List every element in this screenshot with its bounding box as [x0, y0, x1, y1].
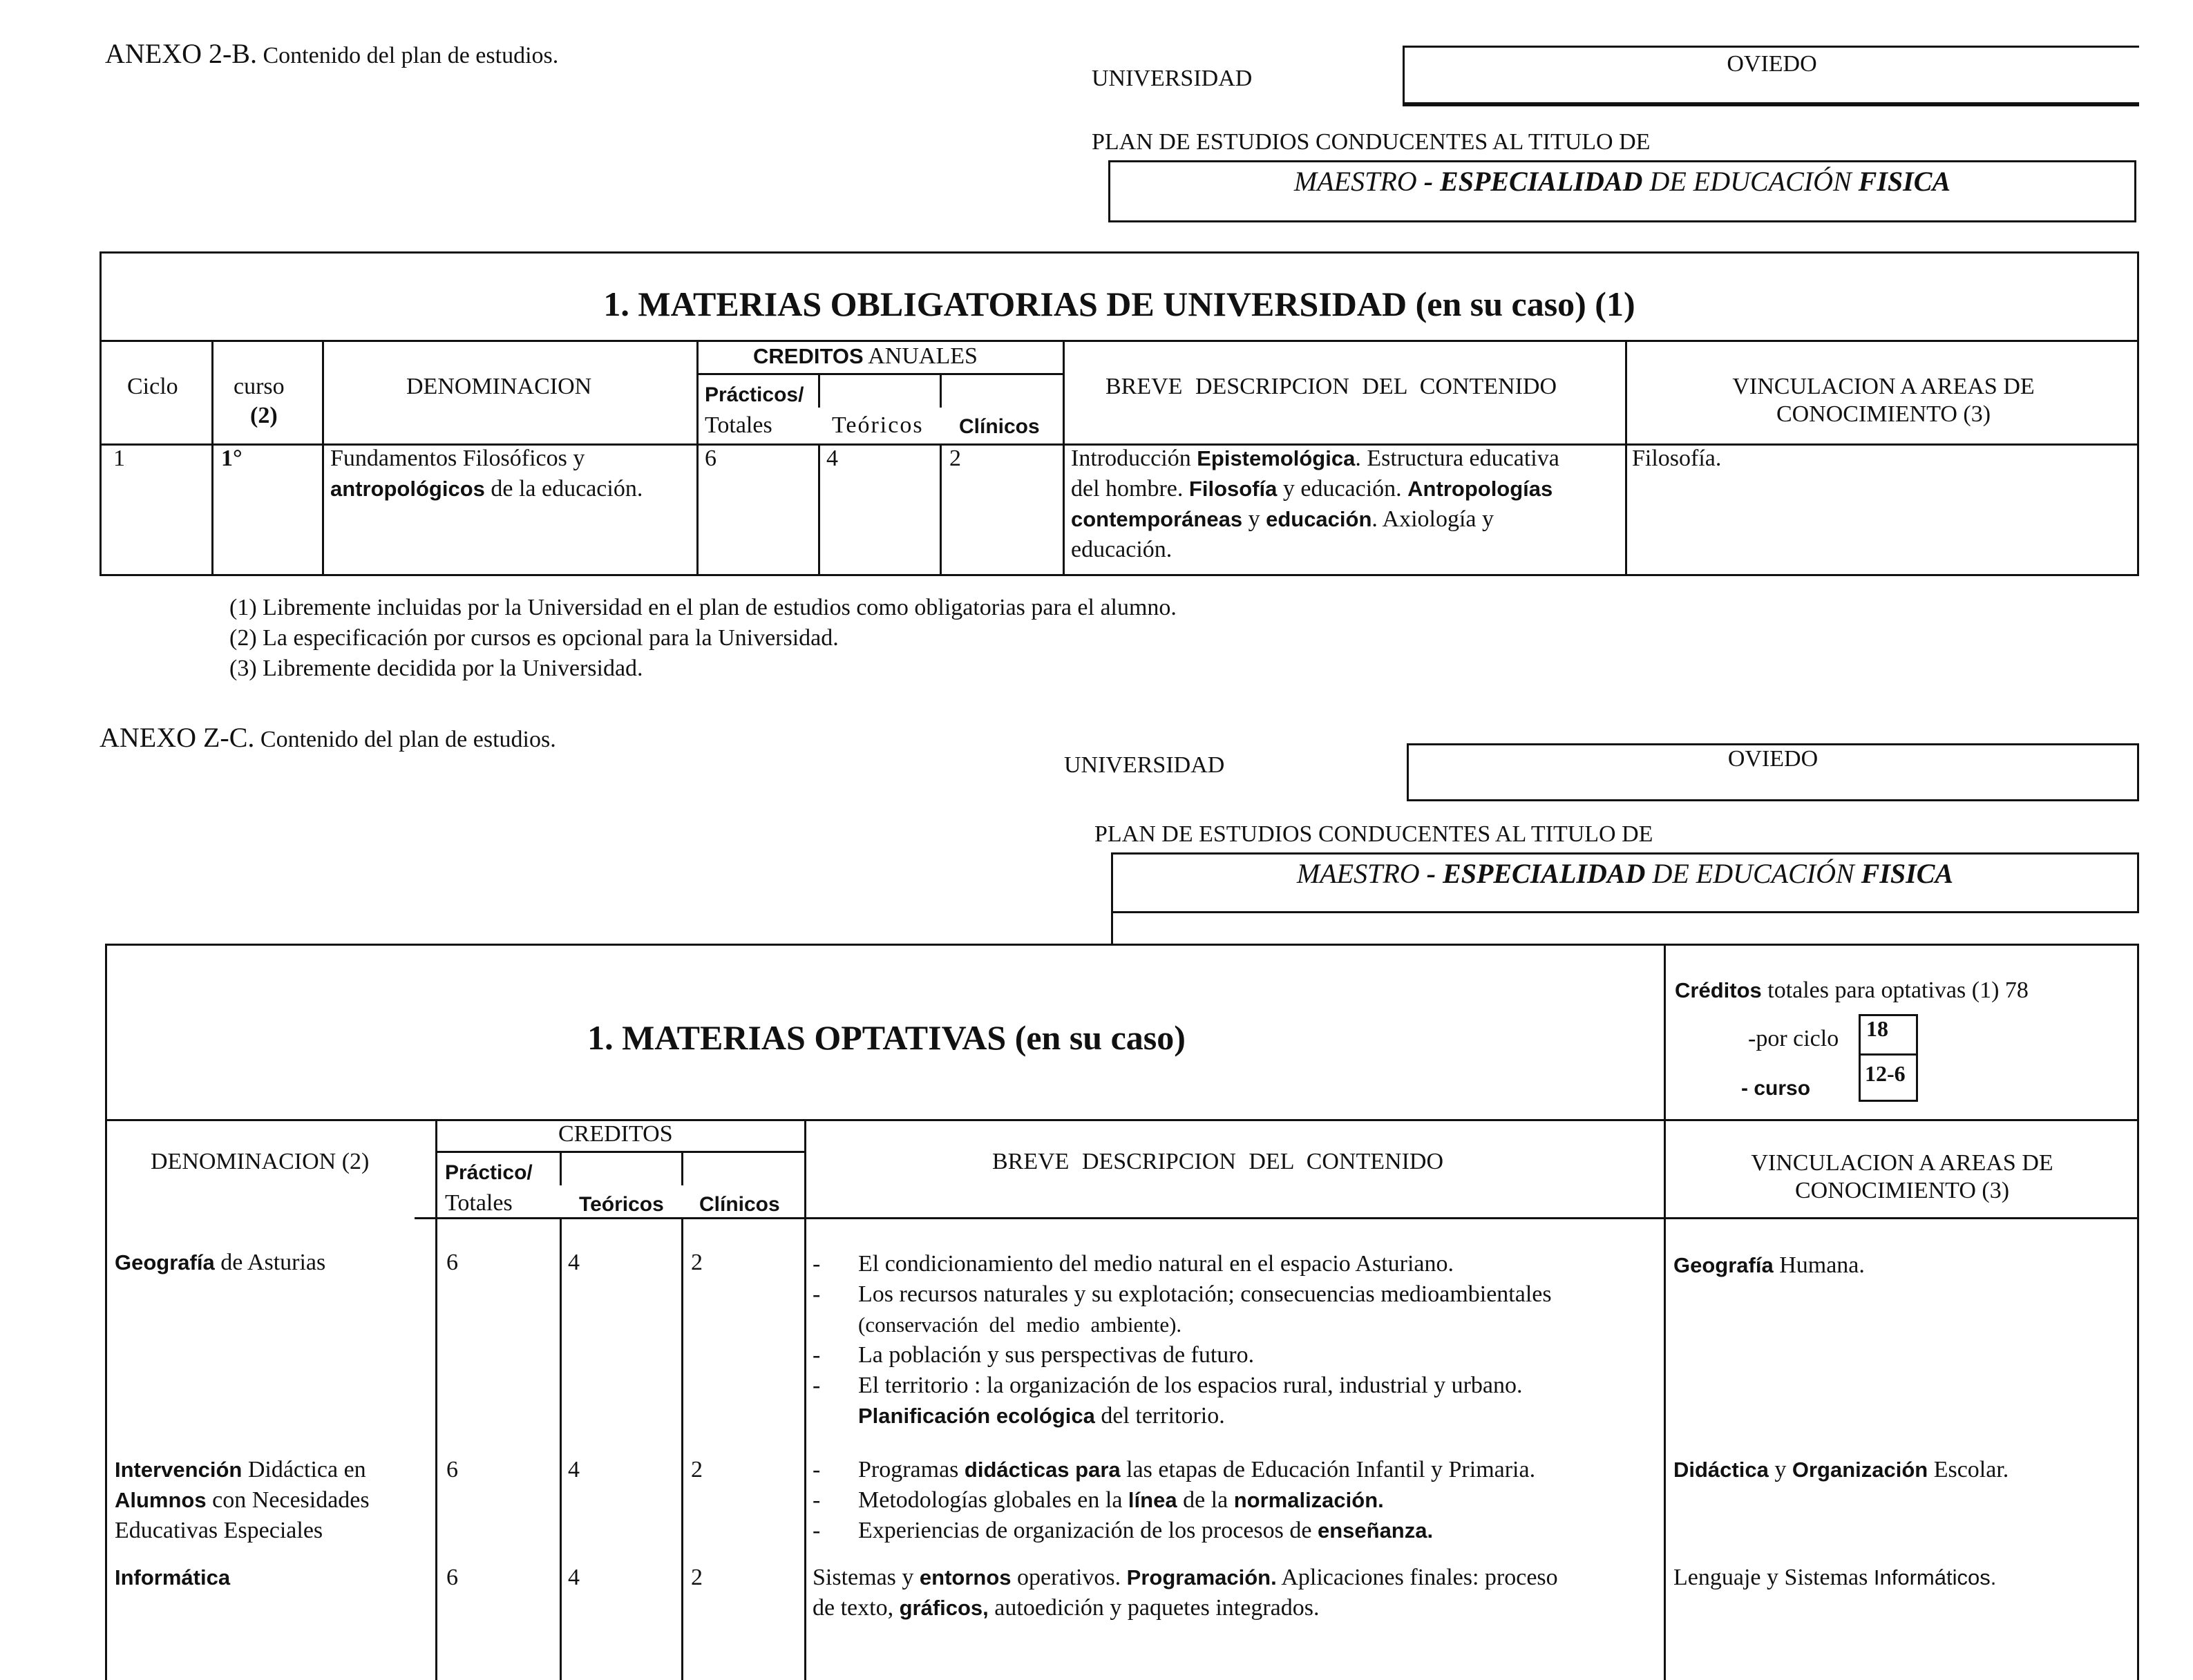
row2-totales: 6: [446, 1457, 458, 1482]
row1-bullet-4: [813, 1371, 1552, 1431]
r2va: Didáctica: [1673, 1458, 1769, 1482]
dash: -: [813, 1487, 821, 1513]
dash: -: [813, 1373, 821, 1398]
r2d2a: Alumnos: [115, 1488, 207, 1512]
row3-clinicos: 2: [691, 1565, 703, 1590]
titulo-b-p3: ESPECIALIDAD: [1440, 166, 1643, 197]
row-desc-line3: [1071, 504, 1559, 535]
dash: -: [813, 1281, 821, 1307]
header-curso-note: (2): [250, 403, 278, 428]
r2d1a: Intervención: [115, 1458, 243, 1482]
row2-den-line2: [115, 1485, 370, 1516]
header-vinc-line2: CONOCIMIENTO (3): [1776, 401, 1991, 427]
r2b1a: Programas: [858, 1457, 965, 1482]
row1-tail-bold: Planificación ecológica: [858, 1404, 1095, 1428]
r2b2a: Metodologías globales en la: [858, 1487, 1128, 1513]
c-header-vinc-line2: CONOCIMIENTO (3): [1794, 1178, 2010, 1203]
r2d2b: con Necesidades: [206, 1487, 370, 1513]
d3d: . Axiología y: [1371, 506, 1494, 532]
r3a: Sistemas y: [813, 1565, 920, 1590]
r2b2d: normalización.: [1233, 1488, 1384, 1512]
por-ciclo-label: -por ciclo: [1748, 1026, 1839, 1051]
row1-teoricos: 4: [568, 1250, 580, 1275]
table-optativas-title: 1. MATERIAS OPTATIVAS (en su caso): [587, 1018, 1186, 1057]
row2-teoricos: 4: [568, 1457, 580, 1482]
titulo-c-p4: DE EDUCACIÓN: [1645, 858, 1861, 889]
dash: -: [813, 1457, 821, 1482]
row3-denominacion: Informática: [115, 1565, 231, 1590]
row-desc-line1: [1071, 443, 1559, 474]
titulo-b-p2: -: [1416, 166, 1441, 197]
row3-desc-line1: [813, 1563, 1558, 1593]
table-obligatorias-title: 1. MATERIAS OBLIGATORIAS DE UNIVERSIDAD (en su caso) (1): [603, 285, 1635, 323]
row-curso: 1°: [221, 446, 243, 471]
curso-value: 12-6: [1865, 1061, 1906, 1086]
r3vb: Informáticos.: [1873, 1565, 1997, 1590]
d1a: Introducción: [1071, 446, 1197, 471]
row1-bullet-2-text: Los recursos naturales y su explotación; consecuencias medioambientales: [858, 1281, 1552, 1307]
titulo-b: [1110, 165, 2134, 198]
d2b: Filosofía: [1188, 477, 1278, 501]
annex-c-number: ANEXO Z-C.: [99, 722, 255, 753]
row1-bullet-3-text: La población y sus perspectivas de futuro.: [858, 1342, 1255, 1368]
row2-denominacion: [115, 1455, 370, 1546]
row1-clinicos: 2: [691, 1250, 703, 1275]
c-header-breve: BREVE DESCRIPCION DEL CONTENIDO: [992, 1149, 1444, 1174]
row2-bullet-1: [813, 1455, 1535, 1485]
universidad-value-b: OVIEDO: [1727, 51, 1817, 77]
c-header-vinculacion: [1665, 1149, 2139, 1205]
header-curso: curso: [234, 374, 285, 399]
r2vc: Organización: [1792, 1458, 1928, 1482]
row1-den-bold: Geografía: [115, 1250, 215, 1275]
row2-clinicos: 2: [691, 1457, 703, 1482]
titulo-c: [1113, 857, 2137, 890]
header-totales: Totales: [705, 412, 772, 438]
r3c: operativos.: [1011, 1565, 1127, 1590]
annex-c-subtitle: Contenido del plan de estudios.: [260, 727, 556, 752]
header-creditos: CREDITOS: [753, 344, 864, 368]
row1-denominacion: [115, 1248, 325, 1278]
universidad-label-c: UNIVERSIDAD: [1064, 752, 1225, 778]
c-header-teoricos: Teóricos: [579, 1193, 664, 1216]
r2b1b: didácticas para: [964, 1458, 1121, 1482]
row1-bullet-1: [813, 1249, 1552, 1279]
dash: -: [813, 1342, 821, 1368]
curso-label: - curso: [1741, 1077, 1811, 1100]
row-denominacion: [330, 443, 643, 504]
plan-label-c: PLAN DE ESTUDIOS CONDUCENTES AL TITULO DE: [1094, 821, 1653, 847]
d2d: Antropologías: [1407, 477, 1553, 501]
row1-descripcion: [813, 1249, 1552, 1431]
r3va: Lenguaje y Sistemas: [1673, 1565, 1874, 1590]
d1c: . Estructura educativa: [1355, 446, 1559, 471]
row1-bullet-3: [813, 1340, 1552, 1371]
row1-bullet-1-text: El condicionamiento del medio natural en el espacio Asturiano.: [858, 1251, 1454, 1277]
universidad-box-c: [1407, 743, 2139, 801]
row3-vinculacion: [1673, 1563, 1996, 1593]
universidad-box-b: [1403, 46, 2139, 106]
d3c: educación: [1266, 507, 1372, 531]
footnote-2: (2) La especificación por cursos es opcional para la Universidad.: [229, 625, 839, 651]
r2b2c: de la: [1177, 1487, 1234, 1513]
curso-box: [1859, 1053, 1918, 1102]
r2vb: y: [1768, 1457, 1792, 1482]
row-teoricos: 4: [826, 446, 838, 471]
titulo-c-p5: FISICA: [1861, 858, 1954, 889]
r2b1c: las etapas de Educación Infantil y Primaria.: [1120, 1457, 1536, 1482]
creditos-optativas: [1675, 977, 2029, 1004]
row3-teoricos: 4: [568, 1565, 580, 1590]
plan-label-b: PLAN DE ESTUDIOS CONDUCENTES AL TITULO DE: [1092, 129, 1651, 155]
por-ciclo-value: 18: [1866, 1016, 1888, 1041]
titulo-b-p1: MAESTRO: [1293, 166, 1417, 197]
header-clinicos: Clínicos: [959, 415, 1040, 438]
row2-den-line1: [115, 1455, 370, 1485]
r3e: Aplicaciones finales: proceso: [1276, 1565, 1558, 1590]
row2-bullet-3: [813, 1516, 1535, 1546]
annex-b-subtitle: Contenido del plan de estudios.: [263, 43, 559, 68]
r2b3a: Experiencias de organización de los procesos de: [858, 1518, 1318, 1543]
row-desc-line4: educación.: [1071, 537, 1173, 562]
titulo-b-p4: DE EDUCACIÓN: [1642, 166, 1859, 197]
dash: -: [813, 1518, 821, 1543]
titulo-c-p1: MAESTRO: [1296, 858, 1420, 889]
creditos-label: Créditos: [1675, 978, 1762, 1002]
annex-b-number: ANEXO 2-B.: [105, 38, 257, 69]
row-den-bold: antropológicos: [330, 477, 485, 501]
row1-tail-rest: del territorio.: [1094, 1403, 1225, 1429]
row-den-line2: [330, 474, 643, 504]
d2a: del hombre.: [1071, 476, 1189, 502]
r3f: de texto,: [813, 1595, 900, 1621]
row-clinicos: 2: [949, 446, 961, 471]
d2c: y educación.: [1277, 476, 1408, 502]
row-ciclo: 1: [113, 446, 125, 471]
row2-descripcion: [813, 1455, 1535, 1546]
footnotes-b: [229, 593, 1177, 684]
row-descripcion: [1071, 443, 1559, 565]
c-header-denominacion: DENOMINACION (2): [151, 1149, 370, 1174]
r2b2b: línea: [1128, 1488, 1177, 1512]
footnote-3: (3) Libremente decidida por la Universidad.: [229, 656, 643, 681]
header-vinc-line1: VINCULACION A AREAS DE: [1732, 374, 2035, 399]
r2vd: Escolar.: [1928, 1457, 2009, 1482]
titulo-box-b: [1108, 160, 2136, 222]
c-header-vinc-line1: VINCULACION A AREAS DE: [1751, 1150, 2053, 1176]
header-denominacion: DENOMINACION: [406, 374, 592, 399]
creditos-total: totales para optativas (1) 78: [1761, 977, 2029, 1003]
row-desc-line2: [1071, 474, 1559, 504]
c-header-clinicos: Clínicos: [699, 1193, 780, 1216]
por-ciclo-box: [1859, 1014, 1918, 1056]
header-creditos-anuales: [753, 343, 978, 370]
row3-totales: 6: [446, 1565, 458, 1590]
row1-vinc-rest: Humana.: [1773, 1252, 1865, 1278]
header-teoricos: Teóricos: [832, 412, 924, 438]
row-den-rest: de la educación.: [484, 476, 643, 502]
row-totales: 6: [705, 446, 716, 471]
header-vinculacion: [1628, 373, 2139, 428]
r3d: Programación.: [1126, 1565, 1277, 1590]
header-anuales: ANUALES: [863, 343, 978, 369]
c-header-totales: Totales: [445, 1190, 513, 1216]
r3h: autoedición y paquetes integrados.: [988, 1595, 1320, 1621]
header-practicos: Prácticos/: [705, 383, 804, 406]
d3a: contemporáneas: [1071, 507, 1243, 531]
d3b: y: [1242, 506, 1266, 532]
row2-bullet-2: [813, 1485, 1535, 1516]
universidad-value-c: OVIEDO: [1727, 746, 1819, 772]
row1-vinculacion: [1673, 1250, 1865, 1281]
row3-desc-line2: [813, 1593, 1558, 1623]
row1-bullet-4-text: El territorio : la organización de los espacios rural, industrial y urbano.: [858, 1373, 1523, 1398]
row1-vinc-bold: Geografía: [1673, 1253, 1774, 1277]
r2d1b: Didáctica en: [242, 1457, 366, 1482]
row-vinculacion: Filosofía.: [1632, 446, 1722, 471]
d1b: Epistemológica: [1197, 446, 1356, 470]
row1-bullet-2: [813, 1279, 1552, 1340]
c-header-creditos: CREDITOS: [558, 1121, 673, 1147]
row2-den-line3: Educativas Especiales: [115, 1518, 323, 1543]
titulo-b-p5: FISICA: [1858, 166, 1951, 197]
row1-bullet-2-cont: (conservación del medio ambiente).: [858, 1312, 1182, 1337]
r2b3b: enseñanza.: [1317, 1518, 1434, 1543]
universidad-label-b: UNIVERSIDAD: [1092, 66, 1253, 91]
c-header-practico: Práctico/: [445, 1161, 533, 1184]
dash: -: [813, 1251, 821, 1277]
row-den-line1: Fundamentos Filosóficos y: [330, 446, 585, 471]
titulo-c-p2: -: [1419, 858, 1443, 889]
row2-vinculacion: [1673, 1455, 2009, 1485]
r3b: entornos: [919, 1565, 1012, 1590]
row1-den-rest: de Asturias: [214, 1250, 326, 1275]
annex-c-heading: [99, 724, 556, 754]
row3-descripcion: [813, 1563, 1558, 1623]
titulo-box-c: [1111, 852, 2139, 913]
r3g: gráficos,: [899, 1596, 989, 1620]
annex-b-heading: [105, 40, 558, 70]
titulo-c-p3: ESPECIALIDAD: [1443, 858, 1646, 889]
header-breve: BREVE DESCRIPCION DEL CONTENIDO: [1105, 374, 1557, 399]
header-ciclo: Ciclo: [127, 374, 178, 399]
footnote-1: (1) Libremente incluidas por la Universidad en el plan de estudios como obligatorias para el alumno.: [229, 595, 1177, 620]
row1-totales: 6: [446, 1250, 458, 1275]
